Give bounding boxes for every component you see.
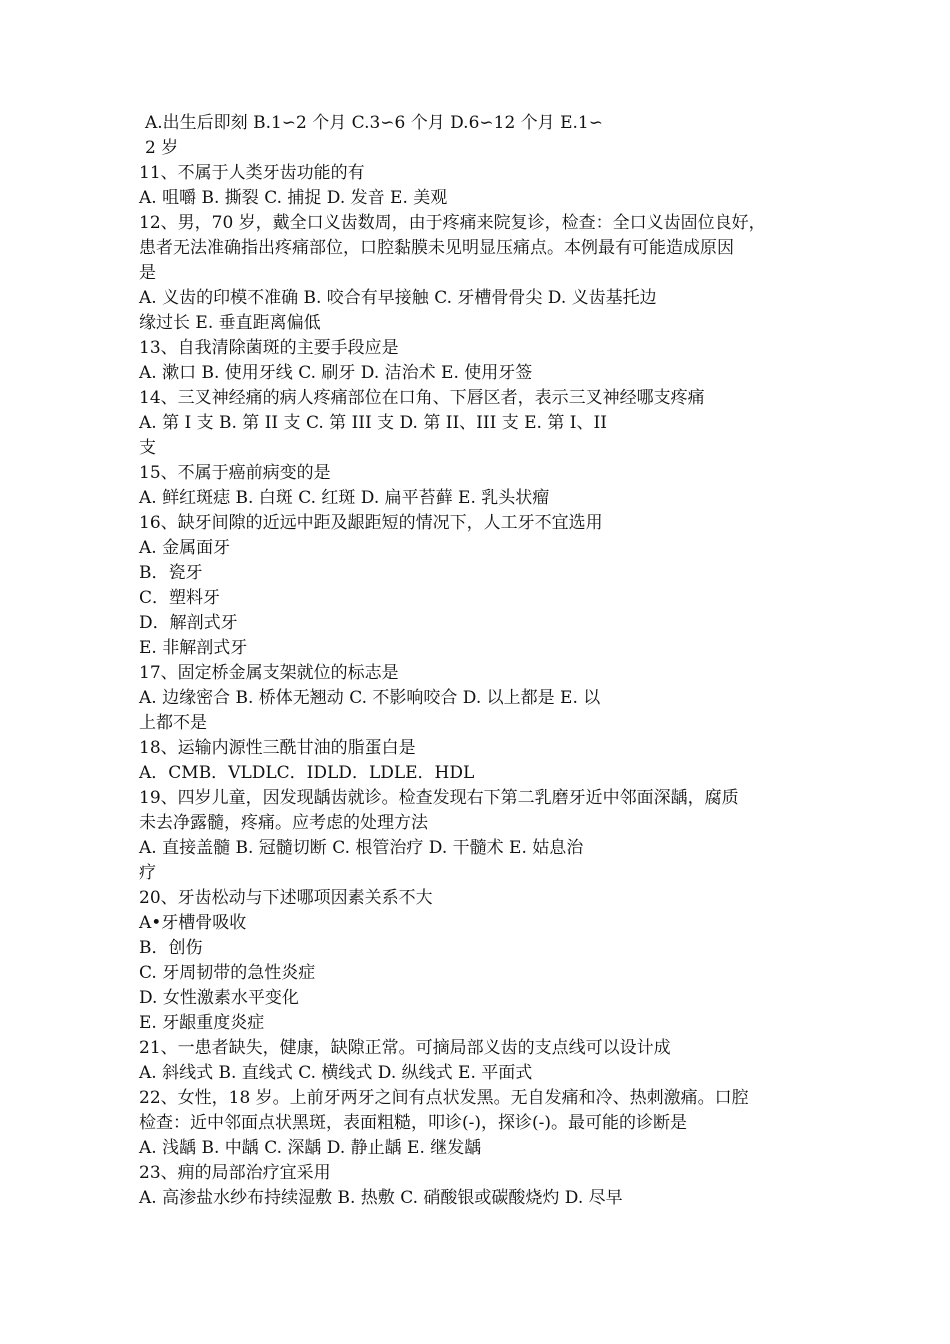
options-17: A. 边缘密合 B. 桥体无翘动 C. 不影响咬合 D. 以上都是 E. 以 xyxy=(139,688,601,708)
question-15: 15、不属于癌前病变的是 xyxy=(139,463,331,483)
question-23: 23、痈的局部治疗宜采用 xyxy=(139,1163,331,1183)
option-line: A•牙槽骨吸收 xyxy=(139,913,247,933)
question-20: 20、牙齿松动与下述哪项因素关系不大 xyxy=(139,888,433,908)
question-18: 18、运输内源性三酰甘油的脂蛋白是 xyxy=(139,738,416,758)
options-23: A. 高渗盐水纱布持续湿敷 B. 热敷 C. 硝酸银或碳酸烧灼 D. 尽早 xyxy=(139,1188,623,1208)
text-line: A.出生后即刻 B.1∽2 个月 C.3∽6 个月 D.6∽12 个月 E.1∽ xyxy=(145,113,603,133)
text-line: 疗 xyxy=(139,863,156,883)
options-14: A. 第 I 支 B. 第 II 支 C. 第 III 支 D. 第 II、III 支 E. 第 I、II xyxy=(139,413,607,433)
text-line: 是 xyxy=(139,263,156,283)
question-21: 21、一患者缺失，健康，缺隙正常。可摘局部义齿的支点线可以设计成 xyxy=(139,1038,671,1058)
options-19: A. 直接盖髓 B. 冠髓切断 C. 根管治疗 D. 干髓术 E. 姑息治 xyxy=(139,838,584,858)
text-line: 检查：近中邻面点状黑斑，表面粗糙，叩诊(-)，探诊(-)。最可能的诊断是 xyxy=(139,1113,688,1133)
options-18: A．CMB．VLDLC．IDLD．LDLE．HDL xyxy=(139,763,475,783)
options-22: A. 浅龋 B. 中龋 C. 深龋 D. 静止龋 E. 继发龋 xyxy=(139,1138,482,1158)
question-17: 17、固定桥金属支架就位的标志是 xyxy=(139,663,399,683)
options-11: A. 咀嚼 B. 撕裂 C. 捕捉 D. 发音 E. 美观 xyxy=(139,188,448,208)
document-body xyxy=(139,111,829,1211)
question-16: 16、缺牙间隙的近远中距及龈距短的情况下，人工牙不宜选用 xyxy=(139,513,603,533)
options-21: A. 斜线式 B. 直线式 C. 横线式 D. 纵线式 E. 平面式 xyxy=(139,1063,533,1083)
question-14: 14、三叉神经痛的病人疼痛部位在口角、下唇区者，表示三叉神经哪支疼痛 xyxy=(139,388,705,408)
text-line: 支 xyxy=(139,438,156,458)
question-12: 12、男，70 岁，戴全口义齿数周，由于疼痛来院复诊，检查：全口义齿固位良好， xyxy=(139,213,766,233)
question-22: 22、女性，18 岁。上前牙两牙之间有点状发黑。无自发痛和冷、热刺激痛。口腔 xyxy=(139,1088,749,1108)
options-15: A. 鲜红斑痣 B. 白斑 C. 红斑 D. 扁平苔藓 E. 乳头状瘤 xyxy=(139,488,550,508)
text-line: 未去净露髓，疼痛。应考虑的处理方法 xyxy=(139,813,428,833)
option-line: B．创伤 xyxy=(139,938,203,958)
options-13: A. 漱口 B. 使用牙线 C. 刷牙 D. 洁治术 E. 使用牙签 xyxy=(139,363,533,383)
question-11: 11、不属于人类牙齿功能的有 xyxy=(139,163,365,183)
option-line: D．解剖式牙 xyxy=(139,613,238,633)
text-line: 上都不是 xyxy=(139,713,207,733)
option-line: C. 牙周韧带的急性炎症 xyxy=(139,963,316,983)
question-19: 19、四岁儿童，因发现龋齿就诊。检查发现右下第二乳磨牙近中邻面深龋，腐质 xyxy=(139,788,739,808)
text-line: 缘过长 E. 垂直距离偏低 xyxy=(139,313,321,333)
question-13: 13、自我清除菌斑的主要手段应是 xyxy=(139,338,399,358)
option-line: D. 女性激素水平变化 xyxy=(139,988,299,1008)
text-line: 患者无法准确指出疼痛部位，口腔黏膜未见明显压痛点。本例最有可能造成原因 xyxy=(139,238,734,258)
option-line: E. 牙龈重度炎症 xyxy=(139,1013,265,1033)
option-line: B．瓷牙 xyxy=(139,563,203,583)
option-line: E. 非解剖式牙 xyxy=(139,638,248,658)
option-line: C．塑料牙 xyxy=(139,588,221,608)
text-line: 2 岁 xyxy=(145,138,179,158)
options-12: A. 义齿的印模不准确 B. 咬合有早接触 C. 牙槽骨骨尖 D. 义齿基托边 xyxy=(139,288,657,308)
option-line: A. 金属面牙 xyxy=(139,538,231,558)
